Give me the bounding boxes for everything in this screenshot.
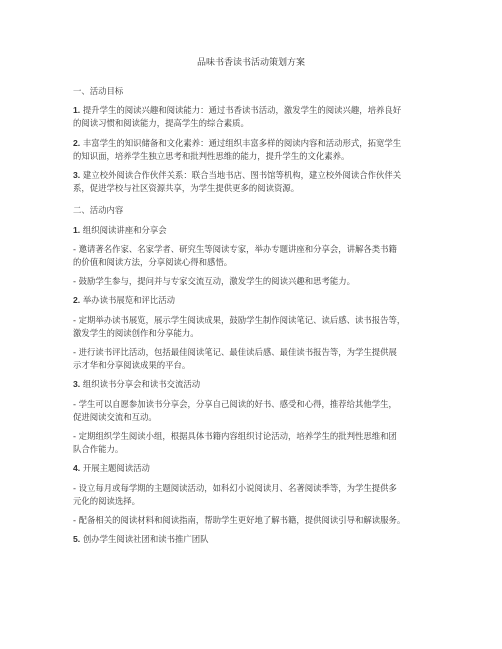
content-item	[73, 533, 433, 546]
goal-number: 1.	[73, 105, 81, 116]
goal-item: 3. 建立校外阅读合作伙伴关系：联合当地书店、图书馆等机构，建立校外阅读合作伙伴关 系，促进学校与社区资源共享，为学生提供更多的阅读资源。	[73, 170, 402, 194]
item-number: 5.	[73, 534, 81, 545]
goal-item: 2. 丰富学生的知识储备和文化素养：通过组织丰富多样的阅读内容和活动形式，拓宽学生 的知识面，培养学生独立思考和批判性思维的能力，提升学生的文化素养。	[73, 137, 402, 161]
section-heading-content: 二、活动内容	[73, 205, 124, 216]
document-title: 品味书香读书活动策划方案	[196, 58, 305, 68]
goal-number: 2.	[73, 137, 81, 148]
item-heading: 创办学生阅读社团和读书推广团队	[82, 534, 209, 545]
goal-number: 3.	[73, 170, 81, 181]
content-item	[73, 378, 433, 391]
item-point: - 鼓励学生参与，提问并与专家交流互动，激发学生的阅读兴趣和思考能力。	[73, 276, 356, 287]
section-heading-goals: 一、活动目标	[73, 86, 124, 96]
item-number: 1.	[73, 224, 81, 235]
item-heading: 开展主题阅读活动	[82, 463, 150, 474]
item-heading: 组织阅读讲座和分享会	[82, 224, 167, 235]
item-number: 4.	[73, 463, 81, 474]
content-item	[73, 462, 433, 475]
content-item	[73, 224, 433, 237]
item-heading: 举办读书展览和评比活动	[82, 295, 175, 306]
item-number: 3.	[73, 379, 81, 390]
document-body	[73, 78, 433, 546]
content-item	[73, 294, 433, 307]
item-point: - 设立每月或每学期的主题阅读活动，如科幻小说阅读月、名著阅读季等，为学生提供多 元化的阅读选择。	[73, 482, 397, 506]
item-point: - 邀请著名作家、名家学者、研究生等阅读专家，举办专题讲座和分享会，讲解各类书籍 的价值和阅读方法，分享阅读心得和感悟。	[73, 243, 397, 268]
item-point: - 进行读书评比活动，包括最佳阅读笔记、最佳读后感、最佳读书报告等，为学生提供展 示才华和分享阅读成果的平台。	[73, 347, 397, 371]
goal-item: 1. 提升学生的阅读兴趣和阅读能力：通过书香读书活动，激发学生的阅读兴趣，培养良好 的阅读习惯和阅读能力，提高学生的综合素质。	[73, 105, 402, 129]
item-point: - 配备相关的阅读材料和阅读指南，帮助学生更好地了解书籍，提供阅读引导和解读服务。	[73, 515, 406, 526]
item-point: - 定期组织学生阅读小组，根据具体书籍内容组织讨论活动，培养学生的批判性思维和团 队合作能力。	[73, 431, 397, 455]
item-heading: 组织读书分享会和读书交流活动	[82, 379, 201, 390]
item-point: - 学生可以自愿参加读书分享会，分享自己阅读的好书、感受和心得，推荐给其他学生， 促进阅读交流和互动。	[73, 398, 397, 422]
item-number: 2.	[73, 295, 81, 306]
item-point: - 定期举办读书展览，展示学生阅读成果，鼓励学生制作阅读笔记、读后感、读书报告等， 激发学生的阅读创作和分享能力。	[73, 314, 406, 338]
